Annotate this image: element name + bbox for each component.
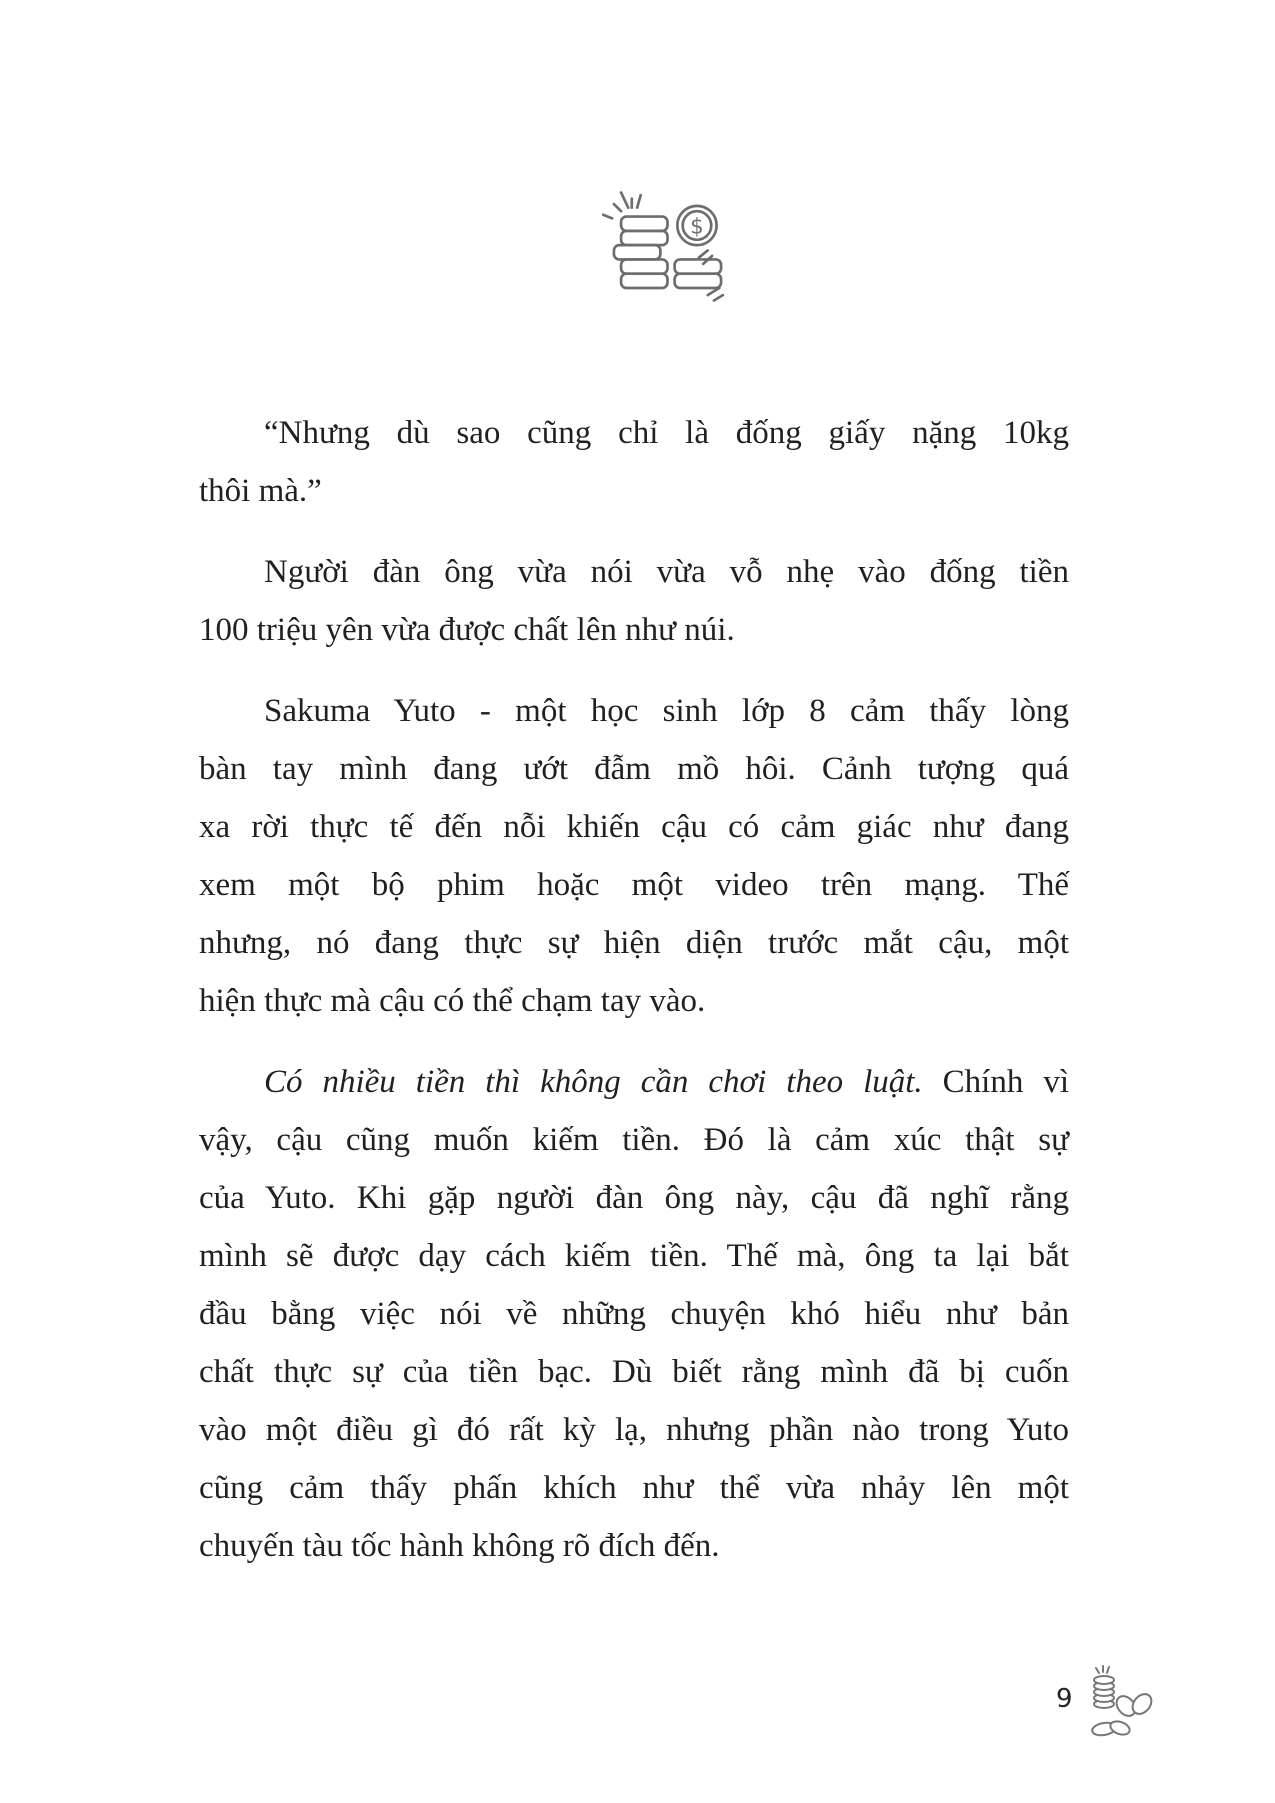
paragraph-2: [199, 543, 1069, 659]
text-line: cũng cảm thấy phấn khích như thể vừa nhảy lên một: [199, 1470, 1069, 1506]
coins-stack-dollar-icon: [595, 188, 740, 313]
text-line: xa rời thực tế đến nỗi khiến cậu có cảm giác như đang: [199, 809, 1069, 845]
text-line: mình sẽ được dạy cách kiếm tiền. Thế mà, ông ta lại bắt: [199, 1238, 1069, 1274]
text-line: vào một điều gì đó rất kỳ lạ, nhưng phần nào trong Yuto: [199, 1412, 1069, 1448]
text-line: thôi mà.”: [199, 473, 322, 509]
text-line: xem một bộ phim hoặc một video trên mạng. Thế: [199, 867, 1069, 903]
paragraph-1: [199, 404, 1069, 520]
page-number: 9: [1056, 1684, 1073, 1714]
paragraph-3: [199, 682, 1069, 1030]
text-line: đầu bằng việc nói về những chuyện khó hiểu như bản: [199, 1296, 1069, 1332]
italic-thought: Có nhiều tiền thì không cần chơi theo luật.: [264, 1064, 923, 1100]
text-line: 100 triệu yên vừa được chất lên như núi.: [199, 612, 735, 648]
text-line: chuyến tàu tốc hành không rõ đích đến.: [199, 1528, 720, 1564]
text-line: nhưng, nó đang thực sự hiện diện trước mắt cậu, một: [199, 925, 1069, 961]
svg-text:$: $: [690, 214, 704, 240]
text-line: của Yuto. Khi gặp người đàn ông này, cậu đã nghĩ rằng: [199, 1180, 1069, 1216]
text-fragment: Chính vì: [922, 1064, 1069, 1100]
text-line: Người đàn ông vừa nói vừa vỗ nhẹ vào đống tiền: [264, 554, 1069, 590]
text-line: [199, 1053, 1069, 1111]
text-line: bàn tay mình đang ướt đẫm mồ hôi. Cảnh tượng quá: [199, 751, 1069, 787]
text-line: vậy, cậu cũng muốn kiếm tiền. Đó là cảm xúc thật sự: [199, 1122, 1069, 1158]
text-line: chất thực sự của tiền bạc. Dù biết rằng mình đã bị cuốn: [199, 1354, 1069, 1390]
paragraph-4: [199, 1053, 1069, 1575]
text-line: Sakuma Yuto - một học sinh lớp 8 cảm thấy lòng: [264, 693, 1069, 729]
coins-footer-icon: [1088, 1664, 1158, 1742]
text-line: “Nhưng dù sao cũng chỉ là đống giấy nặng 10kg: [264, 415, 1069, 451]
body-text: [199, 404, 1069, 1598]
text-line: hiện thực mà cậu có thể chạm tay vào.: [199, 983, 706, 1019]
